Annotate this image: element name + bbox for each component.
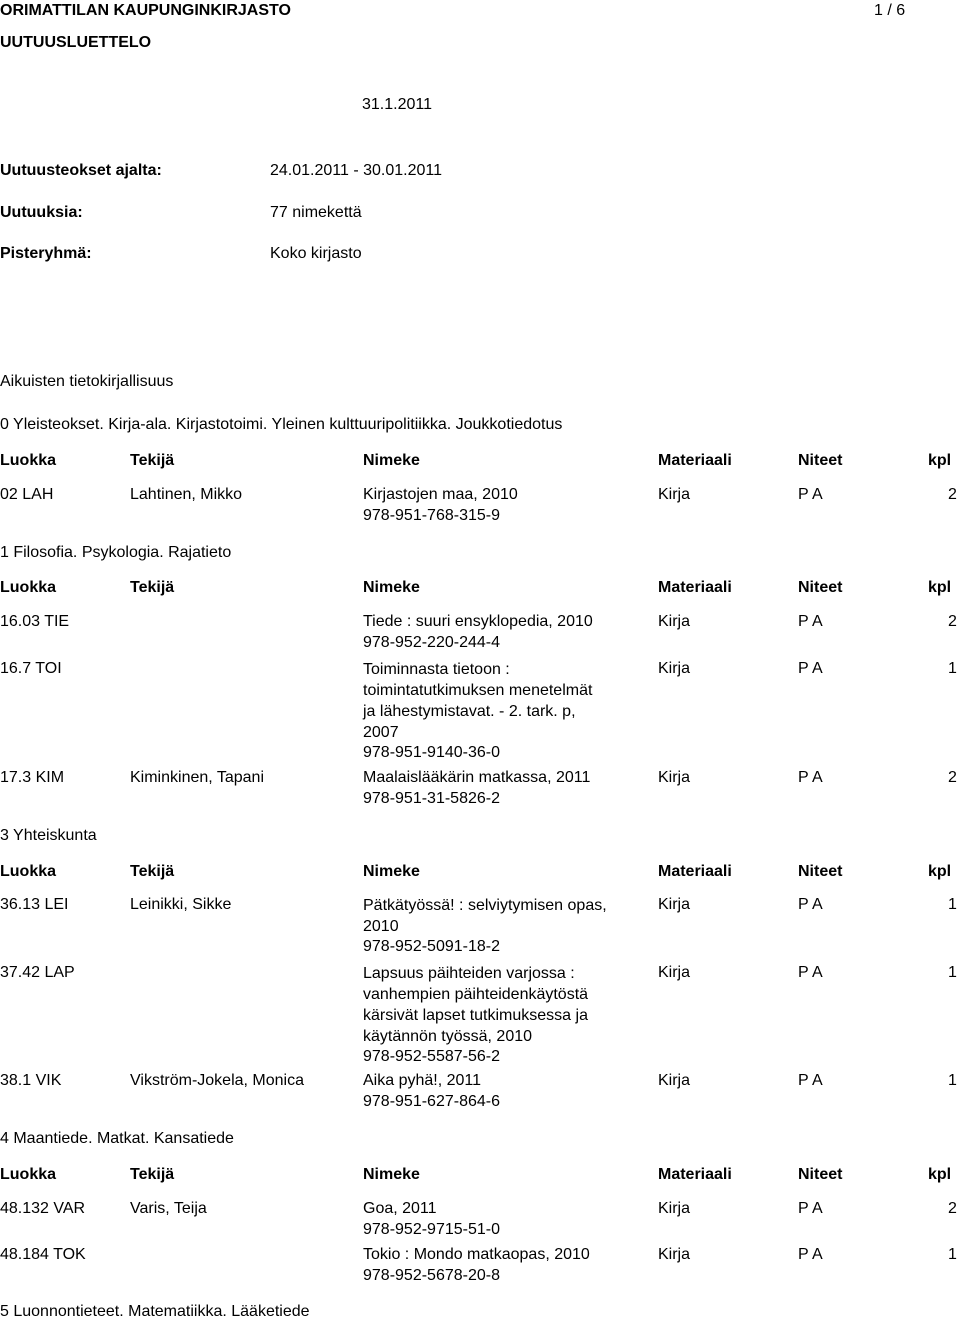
row-kpl: 1 [948,660,957,677]
row-niteet: P A [798,964,823,981]
group-label: Pisteryhmä: [0,245,92,262]
col-nimeke: Nimeke [363,579,420,596]
col-kpl: kpl [928,1166,952,1183]
row-isbn: 978-952-5678-20-8 [363,1267,500,1284]
col-niteet: Niteet [798,452,843,469]
col-nimeke: Nimeke [363,1166,420,1183]
row-tekija: Kiminkinen, Tapani [130,769,265,786]
row-nimeke: Tiede : suuri ensyklopedia, 2010 [363,613,593,630]
row-materiaali: Kirja [658,964,691,981]
count-value: 77 nimekettä [270,204,362,221]
row-tekija: Leinikki, Sikke [130,896,232,913]
col-niteet: Niteet [798,863,843,880]
section-title: 0 Yleisteokset. Kirja-ala. Kirjastotoimi. Yleinen kulttuuripolitiikka. Joukkotiedotus [0,416,563,433]
row-materiaali: Kirja [658,1246,691,1263]
col-tekija: Tekijä [130,863,175,880]
row-materiaali: Kirja [658,486,691,503]
row-tekija: Vikström-Jokela, Monica [130,1072,304,1089]
col-materiaali: Materiaali [658,452,732,469]
row-nimeke: Tokio : Mondo matkaopas, 2010 [363,1246,590,1263]
page-number: 1 / 6 [874,2,906,19]
col-luokka: Luokka [0,452,57,469]
col-tekija: Tekijä [130,579,175,596]
row-nimeke: Kirjastojen maa, 2010 [363,486,518,503]
col-luokka: Luokka [0,579,57,596]
list-title: UUTUUSLUETTELO [0,34,152,51]
col-tekija: Tekijä [130,452,175,469]
row-isbn: 978-951-768-315-9 [363,507,500,524]
row-nimeke: Pätkätyössä! : selviytymisen opas, 2010 [363,897,607,935]
col-materiaali: Materiaali [658,579,732,596]
row-luokka: 17.3 KIM [0,769,65,786]
row-kpl: 1 [948,1072,957,1089]
row-niteet: P A [798,896,823,913]
row-materiaali: Kirja [658,1072,691,1089]
row-kpl: 2 [948,769,957,786]
col-kpl: kpl [928,452,952,469]
row-luokka: 48.184 TOK [0,1246,86,1263]
row-materiaali: Kirja [658,613,691,630]
group-value: Koko kirjasto [270,245,362,262]
section-title: 1 Filosofia. Psykologia. Rajatieto [0,544,232,561]
col-niteet: Niteet [798,1166,843,1183]
col-niteet: Niteet [798,579,843,596]
col-kpl: kpl [928,579,952,596]
row-nimeke: Aika pyhä!, 2011 [363,1072,482,1089]
col-materiaali: Materiaali [658,1166,732,1183]
row-isbn: 978-952-5091-18-2 [363,938,500,955]
row-tekija: Lahtinen, Mikko [130,486,243,503]
row-isbn: 978-952-220-244-4 [363,634,500,651]
period-label: Uutuusteokset ajalta: [0,162,162,179]
row-niteet: P A [798,613,823,630]
row-isbn: 978-952-5587-56-2 [363,1048,500,1065]
row-niteet: P A [798,1072,823,1089]
row-niteet: P A [798,1200,823,1217]
row-niteet: P A [798,486,823,503]
row-luokka: 16.03 TIE [0,613,70,630]
row-kpl: 1 [948,896,957,913]
row-materiaali: Kirja [658,660,691,677]
row-kpl: 2 [948,613,957,630]
col-luokka: Luokka [0,863,57,880]
col-nimeke: Nimeke [363,863,420,880]
row-materiaali: Kirja [658,1200,691,1217]
row-nimeke: Goa, 2011 [363,1200,437,1217]
row-nimeke: Lapsuus päihteiden varjossa : vanhempien päihteidenkäytöstä kärsivät lapset tutkimuksessa ja käytännön työssä, 2010 [363,965,589,1045]
row-isbn: 978-951-9140-36-0 [363,744,500,761]
section-title: 4 Maantiede. Matkat. Kansatiede [0,1130,234,1147]
row-niteet: P A [798,660,823,677]
section-title: 3 Yhteiskunta [0,827,97,844]
row-materiaali: Kirja [658,896,691,913]
row-luokka: 36.13 LEI [0,896,69,913]
row-luokka: 16.7 TOI [0,660,62,677]
report-date: 31.1.2011 [362,96,432,113]
row-niteet: P A [798,769,823,786]
library-name: ORIMATTILAN KAUPUNGINKIRJASTO [0,2,291,19]
row-luokka: 02 LAH [0,486,54,503]
col-kpl: kpl [928,863,952,880]
category-title: Aikuisten tietokirjallisuus [0,373,174,390]
row-kpl: 1 [948,1246,957,1263]
row-tekija: Varis, Teija [130,1200,207,1217]
row-kpl: 2 [948,1200,957,1217]
col-materiaali: Materiaali [658,863,732,880]
row-luokka: 48.132 VAR [0,1200,86,1217]
row-kpl: 2 [948,486,957,503]
col-tekija: Tekijä [130,1166,175,1183]
row-materiaali: Kirja [658,769,691,786]
row-isbn: 978-951-31-5826-2 [363,790,500,807]
col-nimeke: Nimeke [363,452,420,469]
row-isbn: 978-952-9715-51-0 [363,1221,500,1238]
row-kpl: 1 [948,964,957,981]
row-isbn: 978-951-627-864-6 [363,1093,500,1110]
count-label: Uutuuksia: [0,204,83,221]
row-niteet: P A [798,1246,823,1263]
row-nimeke: Toiminnasta tietoon : toimintatutkimuksen menetelmät ja lähestymistavat. - 2. tark. p, 2007 [363,661,593,741]
row-luokka: 37.42 LAP [0,964,75,981]
row-luokka: 38.1 VIK [0,1072,62,1089]
section-title: 5 Luonnontieteet. Matematiikka. Lääketiede [0,1303,310,1320]
col-luokka: Luokka [0,1166,57,1183]
period-value: 24.01.2011 - 30.01.2011 [270,162,442,179]
row-nimeke: Maalaislääkärin matkassa, 2011 [363,769,591,786]
